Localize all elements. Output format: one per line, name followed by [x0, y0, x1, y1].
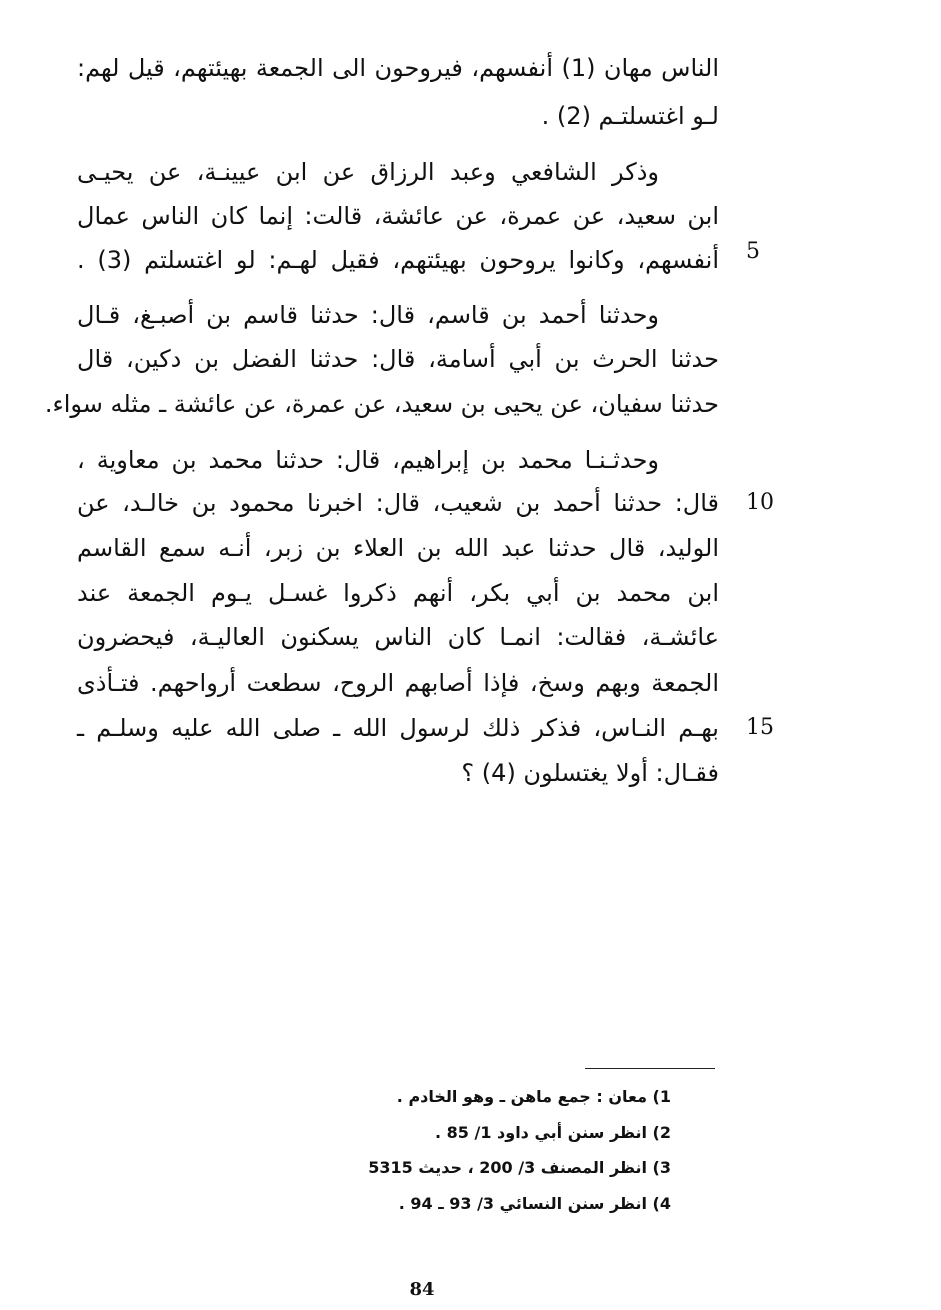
text-line: الناس مهان (1) أنفسهم، فيروحون الى الجمعة بهيئتهم، قيل لهم:	[77, 54, 720, 82]
text-line: الجمعة وبهم وسخ، فإذا أصابهم الروح، سطعت أرواحهم. فتـأذى	[77, 669, 719, 697]
text-line: بهـم النـاس، فذكر ذلك لرسول الله ـ صلى الله عليه وسلـم ـ	[77, 714, 719, 742]
footnote: 2) انظر سنن أبي داود 1/ 85 .	[434, 1123, 671, 1142]
text-line: الوليد، قال حدثنا عبد الله بن العلاء بن زبر، أنـه سمع القاسم	[77, 534, 719, 562]
text-line: وحدثنا أحمد بن قاسم، قال: حدثنا قاسم بن أصبـغ، قـال	[77, 301, 659, 329]
text-line: وحدثـنـا محمد بن إبراهيم، قال: حدثنا محمد بن معاوية ،	[77, 446, 659, 474]
page-number: 84	[409, 1279, 435, 1300]
footnote-separator	[585, 1068, 715, 1069]
line-number: 15	[746, 715, 774, 740]
line-number: 10	[746, 490, 774, 515]
text-line: فقـال: أولا يغتسلون (4) ؟	[461, 759, 719, 787]
text-line: حدثنا سفيان، عن يحيى بن سعيد، عن عمرة، عن عائشة ـ مثله سواء.	[44, 390, 719, 418]
text-line: ابن محمد بن أبي بكر، أنهم ذكروا غسـل يـوم الجمعة عند	[77, 579, 719, 607]
footnote: 4) انظر سنن النسائي 3/ 93 ـ 94 .	[398, 1194, 671, 1213]
text-line: ابن سعيد، عن عمرة، عن عائشة، قالت: إنما كان الناس عمال	[77, 202, 719, 230]
text-line: لـو اغتسلتـم (2) .	[541, 102, 719, 130]
footnote: 3) انظر المصنف 3/ 200 ، حديث 5315	[368, 1158, 671, 1177]
text-line: أنفسهم، وكانوا يروحون بهيئتهم، فقيل لهـم: لو اغتسلتم (3) .	[77, 246, 719, 274]
text-line: وذكر الشافعي وعبد الرزاق عن ابن عيينـة، عن يحيـى	[77, 158, 659, 186]
footnote: 1) معان : جمع ماهن ـ وهو الخادم .	[396, 1087, 671, 1106]
line-number: 5	[746, 239, 760, 264]
text-line: قال: حدثنا أحمد بن شعيب، قال: اخبرنا محمود بن خالـد، عن	[77, 489, 719, 517]
text-line: حدثنا الحرث بن أبي أسامة، قال: حدثنا الفضل بن دكين، قال	[77, 345, 719, 373]
text-line: عائشـة، فقالت: انمـا كان الناس يسكنون العاليـة، فيحضرون	[77, 623, 719, 651]
